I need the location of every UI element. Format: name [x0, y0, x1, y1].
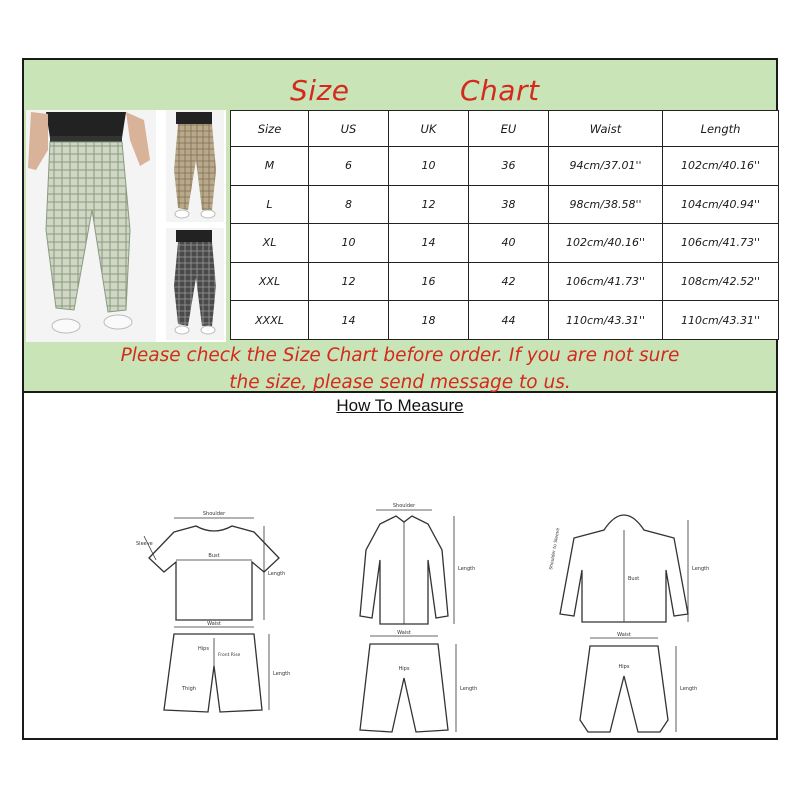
cell-eu: 38 [469, 185, 549, 224]
label-sleeve: Sleeve [136, 541, 153, 547]
label-length: Length [458, 566, 476, 572]
label-bust: Bust [208, 553, 220, 559]
label-length: Length [692, 566, 710, 572]
how-to-measure-heading: How To Measure [336, 396, 464, 415]
size-chart-frame [22, 58, 778, 740]
cell-eu: 44 [469, 301, 549, 340]
label-hips: Hips [618, 664, 630, 670]
header-waist: Waist [549, 111, 663, 147]
cell-eu: 36 [469, 147, 549, 186]
cell-us: 6 [309, 147, 389, 186]
cell-waist: 102cm/40.16'' [549, 224, 663, 263]
cell-uk: 12 [389, 185, 469, 224]
table-row [231, 224, 779, 263]
cell-size: XL [231, 224, 309, 263]
label-waist: Waist [617, 632, 631, 638]
cell-us: 14 [309, 301, 389, 340]
title-chart: Chart [460, 74, 540, 107]
label-shoulder: Shoulder [202, 511, 226, 517]
cell-size: XXXL [231, 301, 309, 340]
shorts-diagram [164, 621, 290, 712]
label-length: Length [268, 571, 286, 577]
cell-waist: 98cm/38.58'' [549, 185, 663, 224]
table-row [231, 147, 779, 186]
header-eu: EU [469, 111, 549, 147]
table-row [231, 301, 779, 340]
cell-uk: 10 [389, 147, 469, 186]
cell-size: M [231, 147, 309, 186]
label-length: Length [680, 686, 698, 692]
cell-length: 104cm/40.94'' [663, 185, 779, 224]
model-photo-khaki [166, 110, 224, 222]
label-bust: Bust [628, 576, 640, 582]
label-waist: Waist [207, 621, 221, 627]
label-shoulder: Shoulder [392, 503, 416, 509]
header-uk: UK [389, 111, 469, 147]
header-size: Size [231, 111, 309, 147]
table-row [231, 262, 779, 301]
cell-size: XXL [231, 262, 309, 301]
size-table [230, 110, 779, 340]
label-hips: Hips [198, 646, 209, 652]
notice-line-2: the size, please send message to us. [229, 372, 571, 393]
label-length: Length [460, 686, 478, 692]
cell-length: 106cm/41.73'' [663, 224, 779, 263]
table-row [231, 185, 779, 224]
notice-line-1: Please check the Size Chart before order. If you are not sure [120, 345, 680, 366]
title-size: Size [290, 74, 350, 107]
cell-uk: 16 [389, 262, 469, 301]
trousers-diagram [360, 630, 477, 732]
size-notice [24, 342, 776, 396]
hoodie-diagram [548, 515, 709, 622]
cell-eu: 42 [469, 262, 549, 301]
header-us: US [309, 111, 389, 147]
size-table-header [231, 111, 779, 147]
shirt-diagram [360, 503, 475, 624]
label-waist: Waist [397, 630, 411, 636]
label-length: Length [273, 671, 291, 677]
size-chart-banner [24, 60, 776, 393]
cell-us: 12 [309, 262, 389, 301]
header-length: Length [663, 111, 779, 147]
label-hips: Hips [398, 666, 410, 672]
model-photo-grey [166, 228, 224, 340]
cell-eu: 40 [469, 224, 549, 263]
cell-length: 102cm/40.16'' [663, 147, 779, 186]
cell-waist: 94cm/37.01'' [549, 147, 663, 186]
cell-length: 108cm/42.52'' [663, 262, 779, 301]
tshirt-diagram [136, 511, 285, 620]
label-front-rise: Front Rise [218, 653, 241, 658]
product-photos [26, 110, 226, 342]
model-photo-main [26, 110, 156, 342]
cell-uk: 14 [389, 224, 469, 263]
joggers-diagram [580, 632, 697, 732]
cell-length: 110cm/43.31'' [663, 301, 779, 340]
label-thigh: Thigh [182, 686, 196, 692]
cell-uk: 18 [389, 301, 469, 340]
cell-us: 8 [309, 185, 389, 224]
measurement-diagrams [24, 420, 776, 740]
cell-us: 10 [309, 224, 389, 263]
cell-size: L [231, 185, 309, 224]
cell-waist: 106cm/41.73'' [549, 262, 663, 301]
cell-waist: 110cm/43.31'' [549, 301, 663, 340]
label-shoulder-to-sleeve: Shoulder to Sleeve [549, 527, 562, 571]
